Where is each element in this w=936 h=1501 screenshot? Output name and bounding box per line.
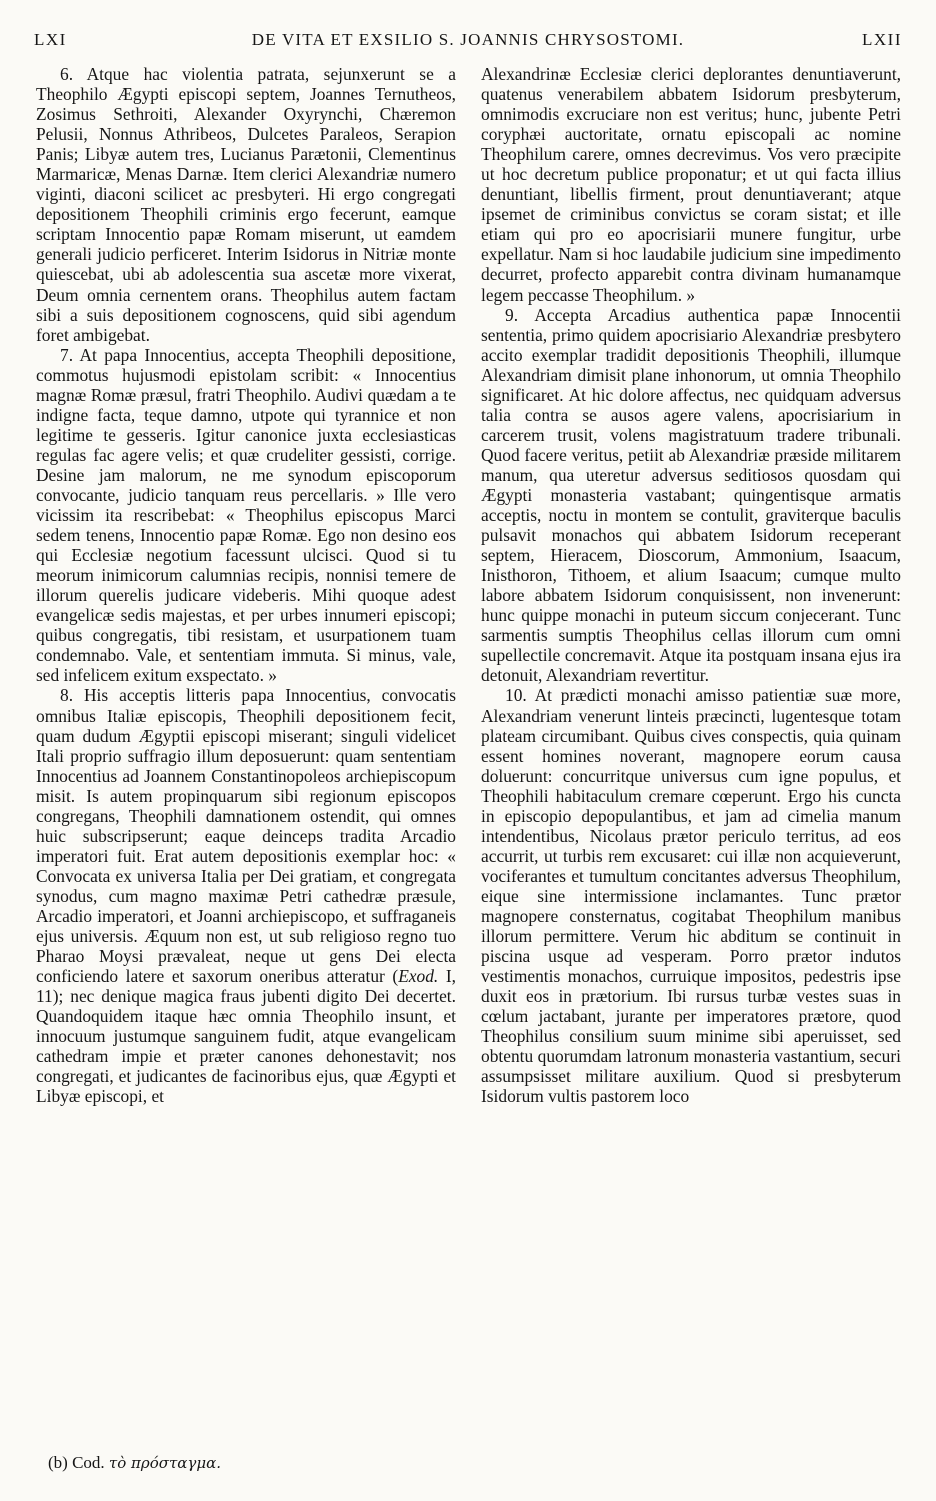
paragraph-7: 7. At papa Innocentius, accepta Theophili depositione, commotus hujusmodi epistolam scribit: « Innocentius magnæ Romæ præsul, fratri Theophilo. Audivi quædam a te indigne facta, teque damno, utpote qui tyrannice et non legitime te gesseris. Igitur canonice juxta ecclesiasticas regulas fac agere velis; et quæ crudeliter gessisti, corrige. Desine jam malorum, ne me synodum episcoporum convocante, judicio tanquam reus percellaris. » Ille vero vicissim ita rescribebat: « Theophilus episcopus Marci sedem tenens, Innocentio papæ Romæ. Ego non desino eos qui Ecclesiæ negotium facessunt ulcisci. Quod si tu meorum inimicorum calumnias recipis, nonnisi temere de illorum querelis judicare videberis. Mihi quoque adest evangelicæ sedis majestas, et per urbes innumeri episcopi; quibus congregatis, tibi resistam, et usurpationem tuam condemnabo. Vale, et sententiam immuta. Si minus, vale, sed infelicem exitum exspectato. » [36,344,456,686]
footnote-marker: (b) Cod. [48,1453,105,1472]
page-number-right: LXII [862,30,902,49]
paragraph-8-continued: Alexandrinæ Ecclesiæ clerici deplorantes denuntiaverunt, quatenus venerabilem abbatem Isidorum presbyterum, omnimodis excruciare non est veritus; hunc, jubente Petri coryphæi auctoritate, ornatu episcopali ac nomine Theophilum carere, omnes decrevimus. Vos vero præcipite ut hoc decretum publice proponatur; et ut qui facta illius denuntiant, libellis firment, prout denuntiaverant; atque ipsemet de criminibus convictus se coram sistat; et ille etiam qui pro eo apocrisiarii munere fungitur, urbe expellatur. Nam si hoc laudabile judicium sine impedimento decurret, profecto apparebit contra divinam humanamque legem peccasse Theophilum. » [481,64,901,305]
paragraph-9: 9. Accepta Arcadius authentica papæ Innocentii sententia, primo quidem apocrisiario Alexandriæ presbytero accito exemplar tradidit depositionis Theophili, illumque Alexandriam dimisit plane inhonorum, ut omnia Theophilo significaret. At hic dolore affectus, nec quidquam adversus talia contra se ausos agere valens, apocrisiarium in carcerem trusit, volens magistratuum tradere tribunali. Quod facere veritus, petiit ab Alexandriæ præside militarem manum, qua uteretur adversus seditiosos quosdam qui Ægypti monasteria vastabant; quingentisque armatis acceptis, noctu in montem se contulit, graviterque baculis pulsavit monachos qui abbatem Isidorum receperant septem, Hieracem, Dioscorum, Ammonium, Isaacum, Inisthoron, Tithoem, et alium Isaacum; cumque multo labore abbatem Isidorum conquisissent, non invenerunt: hunc quippe monachi in puteum siccum conjecerant. Tunc sarmentis sumptis Theophilus cellas illorum cum omni supellectile concremavit. Atque ita postquam insana ejus ira detonuit, Alexandriam revertitur. [481,304,901,686]
left-column [36,64,456,1106]
exodus-reference: Exod. [398,966,439,987]
paragraph-10: 10. At prædicti monachi amisso patientiæ suæ more, Alexandriam venerunt linteis præcincti, lugentesque totam plateam circumibant. Quibus cives conspectis, quia quinam essent homines noverant, magnopere eorum causa doluerunt: concurritque universus cum igne populus, et Theophili habitaculum cremare cœperunt. Ergo his cuncta in episcopio depopulantibus, et jam ad cimelia manum intendentibus, Nicolaus prætor periculo territus, ad eos accurrit, ut turbis rem excusaret: cui illæ non acquieverunt, vociferantes et tumultum concitantes adversus Theophilum, eique sine intermissione inclamantes. Tunc prætor magnopere consternatus, cogitabat Theophilum manibus illorum permittere. Verum hic abditum se continuit in piscina usque ad vesperam. Porro prætor indutos vestimentis monachos, curruique impositos, pedestris ipse duxit eos in prætorium. Ibi rursus turbæ vestes suas in cœlum jactabant, jurante per imperatores prætore, quod Theophilus consilium suum minime sibi aperuisset, sed obtentu quorumdam latronum monasteria vastantium, securi assumpsisset militare auxilium. Quod si presbyterum Isidorum vultis pastorem loco [481,685,901,1107]
paragraph-8-text-start: 8. His acceptis litteris papa Innocentius, convocatis omnibus Italiæ episcopis, Theophili depositionem fecit, quam dudum Ægyptii episcopi miserant; singuli videlicet Itali proprio suffragio illum deposuerunt: quam sententiam Innocentius ad Joannem Constantinopoleos archiepiscopum misit. Is autem propinquarum sibi regionum episcopos congregans, Theophili damnationem ostendit, qui omnes huic subscripserunt; eaque deinceps tradita Arcadio imperatori fuit. Erat autem depositionis exemplar hoc: « Convocata ex universa Italia per Dei gratiam, et congregata synodus, cum magno maximæ Petri cathedræ præsule, Arcadio imperatori, et Joanni archiepiscopo, et suffraganeis ejus universis. Æquum non est, ut sub religioso regno tuo Pharao Moysi prævaleat, neque ut gens Dei electa conficiendo latere et saxorum oneribus atteratur ( [36,685,456,987]
exodus-reference-number: I, 11); [36,966,456,1007]
paragraph-6: 6. Atque hac violentia patrata, sejunxerunt se a Theophilo Ægypti episcopi septem, Joannes Ternutheos, Zosimus Sethroiti, Alexander Oxyrynchi, Chæremon Pelusii, Nonnus Athribeos, Dulcetes Paraleos, Serapion Panis; Libyæ autem tres, Lucianus Parætonii, Clementinus Marmaricæ, Menas Darnæ. Item clerici Alexandriæ numero viginti, diaconi scilicet ac presbyteri. Hi ergo congregati depositionem Theophili criminis ergo fecerunt, eamque scriptam Innocentio papæ Romam miserunt, ut eamdem generali judicio perficeret. Interim Isidorus in Nitriæ monte quiescebat, ubi ab adolescentia sua ascetæ more vixerat, Deum omnia cernentem orans. Theophilus autem factam sibi a suis depositionem cognoscens, quid sibi agendum foret ambigebat. [36,64,456,345]
footnote [48,1453,221,1473]
page-number-left: LXI [34,30,67,49]
paragraph-8 [36,685,456,1106]
running-title: DE VITA ET EXSILIO S. JOANNIS CHRYSOSTOMI. [251,30,685,49]
paragraph-8-text-end: nec denique magica fraus jubenti digito Dei decertet. Quandoquidem itaque hæc omnia Theophilo insunt, et innocuum justumque sanguinem fudit, atque evangelicam cathedram impie et præter canones dehonestavit; nos congregati, et judicantes de facinoribus ejus, quæ Ægypti et Libyæ episcopi, et [36,986,456,1107]
right-column [481,64,901,1106]
running-header [34,30,902,54]
footnote-greek-text: τὸ πρόσταγμα. [108,1454,222,1472]
